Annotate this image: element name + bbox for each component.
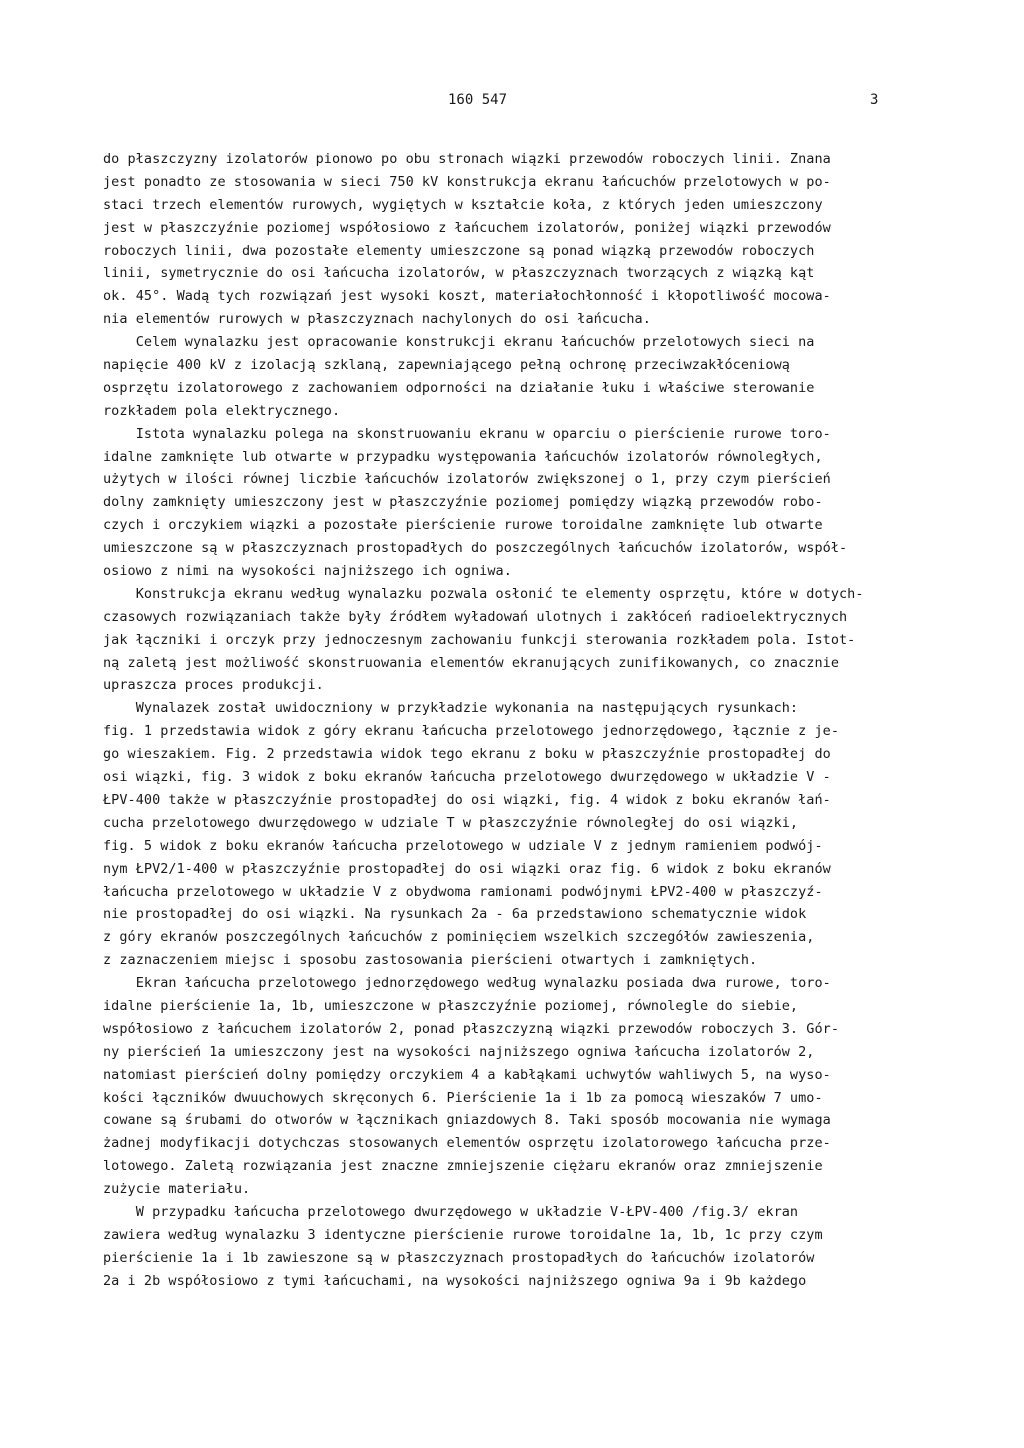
- text-line: użytych w ilości równej liczbie łańcuchów izolatorów zwiększonej o 1, przy czym pierścień: [103, 471, 831, 488]
- text-line: dolny zamknięty umieszczony jest w płaszczyźnie poziomej pomiędzy wiązką przewodów robo-: [103, 494, 823, 511]
- text-line: zawiera według wynalazku 3 identyczne pierścienie rurowe toroidalne 1a, 1b, 1c przy czym: [103, 1226, 823, 1243]
- text-line: czych i orczykiem wiązki a pozostałe pierścienie rurowe toroidalne zamknięte lub otwarte: [103, 517, 823, 534]
- text-line: go wieszakiem. Fig. 2 przedstawia widok tego ekranu z boku w płaszczyźnie prostopadłej do: [103, 746, 831, 763]
- text-line: z góry ekranów poszczególnych łańcuchów z pominięciem wszelkich szczegółów zawieszenia,: [103, 929, 815, 946]
- text-line: lotowego. Zaletą rozwiązania jest znaczne zmniejszenie ciężaru ekranów oraz zmniejszenie: [103, 1158, 823, 1175]
- text-line: nia elementów rurowych w płaszczyznach nachylonych do osi łańcucha.: [103, 311, 651, 328]
- text-line: osprzętu izolatorowego z zachowaniem odporności na działanie łuku i właściwe sterowanie: [103, 379, 815, 396]
- text-line: zużycie materiału.: [103, 1181, 251, 1198]
- text-line: nie prostopadłej do osi wiązki. Na rysunkach 2a - 6a przedstawiono schematycznie widok: [103, 906, 807, 923]
- text-line: staci trzech elementów rurowych, wygiętych w kształcie koła, z których jeden umieszczony: [103, 196, 823, 213]
- text-line: cucha przelotowego dwurzędowego w udziale T w płaszczyźnie równoległej do osi wiązki,: [103, 814, 799, 831]
- text-line: osi wiązki, fig. 3 widok z boku ekranów łańcucha przelotowego dwurzędowego w układzie V -: [103, 769, 831, 786]
- patent-number: 160 547: [448, 92, 508, 108]
- text-line: rozkładem pola elektrycznego.: [103, 402, 341, 419]
- text-line: ŁPV-400 także w płaszczyźnie prostopadłej do osi wiązki, fig. 4 widok z boku ekranów łań-: [103, 791, 831, 808]
- text-line: Celem wynalazku jest opracowanie konstrukcji ekranu łańcuchów przelotowych sieci na: [103, 334, 815, 351]
- text-line: współosiowo z łańcuchem izolatorów 2, ponad płaszczyzną wiązki przewodów roboczych 3. Gór-: [103, 1020, 839, 1037]
- text-line: kości łączników dwuuchowych skręconych 6. Pierścienie 1a i 1b za pomocą wieszaków 7 umo-: [103, 1089, 823, 1106]
- text-line: Konstrukcja ekranu według wynalazku pozwala osłonić te elementy osprzętu, które w dotych-: [103, 585, 864, 602]
- text-line: fig. 1 przedstawia widok z góry ekranu łańcucha przelotowego jednorzędowego, łącznie z je-: [103, 723, 839, 740]
- text-line: fig. 5 widok z boku ekranów łańcucha przelotowego w udziale V z jednym ramieniem podwój-: [103, 837, 823, 854]
- text-line: nym ŁPV2/1-400 w płaszczyźnie prostopadłej do osi wiązki oraz fig. 6 widok z boku ekranów: [103, 860, 831, 877]
- text-line: W przypadku łańcucha przelotowego dwurzędowego w układzie V-ŁPV-400 /fig.3/ ekran: [103, 1203, 799, 1220]
- text-line: pierścienie 1a i 1b zawieszone są w płaszczyznach prostopadłych do łańcuchów izolatorów: [103, 1249, 815, 1266]
- text-line: ną zaletą jest możliwość skonstruowania elementów ekranujących zunifikowanych, co znacznie: [103, 654, 839, 671]
- text-line: do płaszczyzny izolatorów pionowo po obu stronach wiązki przewodów roboczych linii. Znana: [103, 151, 831, 167]
- text-line: jest ponadto ze stosowania w sieci 750 kV konstrukcja ekranu łańcuchów przelotowych w po-: [103, 173, 831, 190]
- text-line: żadnej modyfikacji dotychczas stosowanych elementów osprzętu izolatorowego łańcucha prze-: [103, 1135, 831, 1152]
- text-line: Ekran łańcucha przelotowego jednorzędowego według wynalazku posiada dwa rurowe, toro-: [103, 975, 831, 992]
- text-line: roboczych linii, dwa pozostałe elementy umieszczone są ponad wiązką przewodów roboczych: [103, 242, 815, 259]
- text-line: z zaznaczeniem miejsc i sposobu zastosowania pierścieni otwartych i zamkniętych.: [103, 952, 758, 969]
- text-line: napięcie 400 kV z izolacją szklaną, zapewniającego pełną ochronę przeciwzakłóceniową: [103, 357, 790, 374]
- text-line: umieszczone są w płaszczyznach prostopadłych do poszczególnych łańcuchów izolatorów, współ-: [103, 540, 848, 557]
- text-line: upraszcza proces produkcji.: [103, 677, 324, 694]
- text-line: osiowo z nimi na wysokości najniższego ich ogniwa.: [103, 563, 512, 580]
- text-line: jak łączniki i orczyk przy jednoczesnym zachowaniu funkcji sterowania rozkładem pola. Istot-: [103, 631, 856, 648]
- body-text: [103, 148, 923, 1293]
- text-line: Istota wynalazku polega na skonstruowaniu ekranu w oparciu o pierścienie rurowe toro-: [103, 425, 831, 442]
- text-line: linii, symetrycznie do osi łańcucha izolatorów, w płaszczyznach tworzących z wiązką kąt: [103, 265, 815, 282]
- text-line: ny pierścień 1a umieszczony jest na wysokości najniższego ogniwa łańcucha izolatorów 2,: [103, 1043, 815, 1060]
- page-number: 3: [870, 92, 879, 108]
- text-line: ok. 45°. Wadą tych rozwiązań jest wysoki koszt, materiałochłonność i kłopotliwość mocowa-: [103, 288, 831, 305]
- text-line: łańcucha przelotowego w układzie V z obydwoma ramionami podwójnymi ŁPV2-400 w płaszczyź-: [103, 883, 823, 900]
- text-line: Wynalazek został uwidoczniony w przykładzie wykonania na następujących rysunkach:: [103, 700, 799, 717]
- text-line: czasowych rozwiązaniach także były źródłem wyładowań ulotnych i zakłóceń radioelektrycznych: [103, 608, 848, 625]
- text-line: cowane są śrubami do otworów w łącznikach gniazdowych 8. Taki sposób mocowania nie wymaga: [103, 1112, 831, 1129]
- text-line: natomiast pierścień dolny pomiędzy orczykiem 4 a kabłąkami uchwytów wahliwych 5, na wyso-: [103, 1066, 831, 1083]
- page-header: [0, 92, 1024, 112]
- text-line: 2a i 2b współosiowo z tymi łańcuchami, na wysokości najniższego ogniwa 9a i 9b każdego: [103, 1272, 807, 1289]
- text-line: idalne pierścienie 1a, 1b, umieszczone w płaszczyźnie poziomej, równolegle do siebie,: [103, 997, 799, 1014]
- text-line: jest w płaszczyźnie poziomej współosiowo z łańcuchem izolatorów, poniżej wiązki przewodów: [103, 219, 831, 236]
- text-line: idalne zamknięte lub otwarte w przypadku występowania łańcuchów izolatorów równoległych,: [103, 448, 823, 465]
